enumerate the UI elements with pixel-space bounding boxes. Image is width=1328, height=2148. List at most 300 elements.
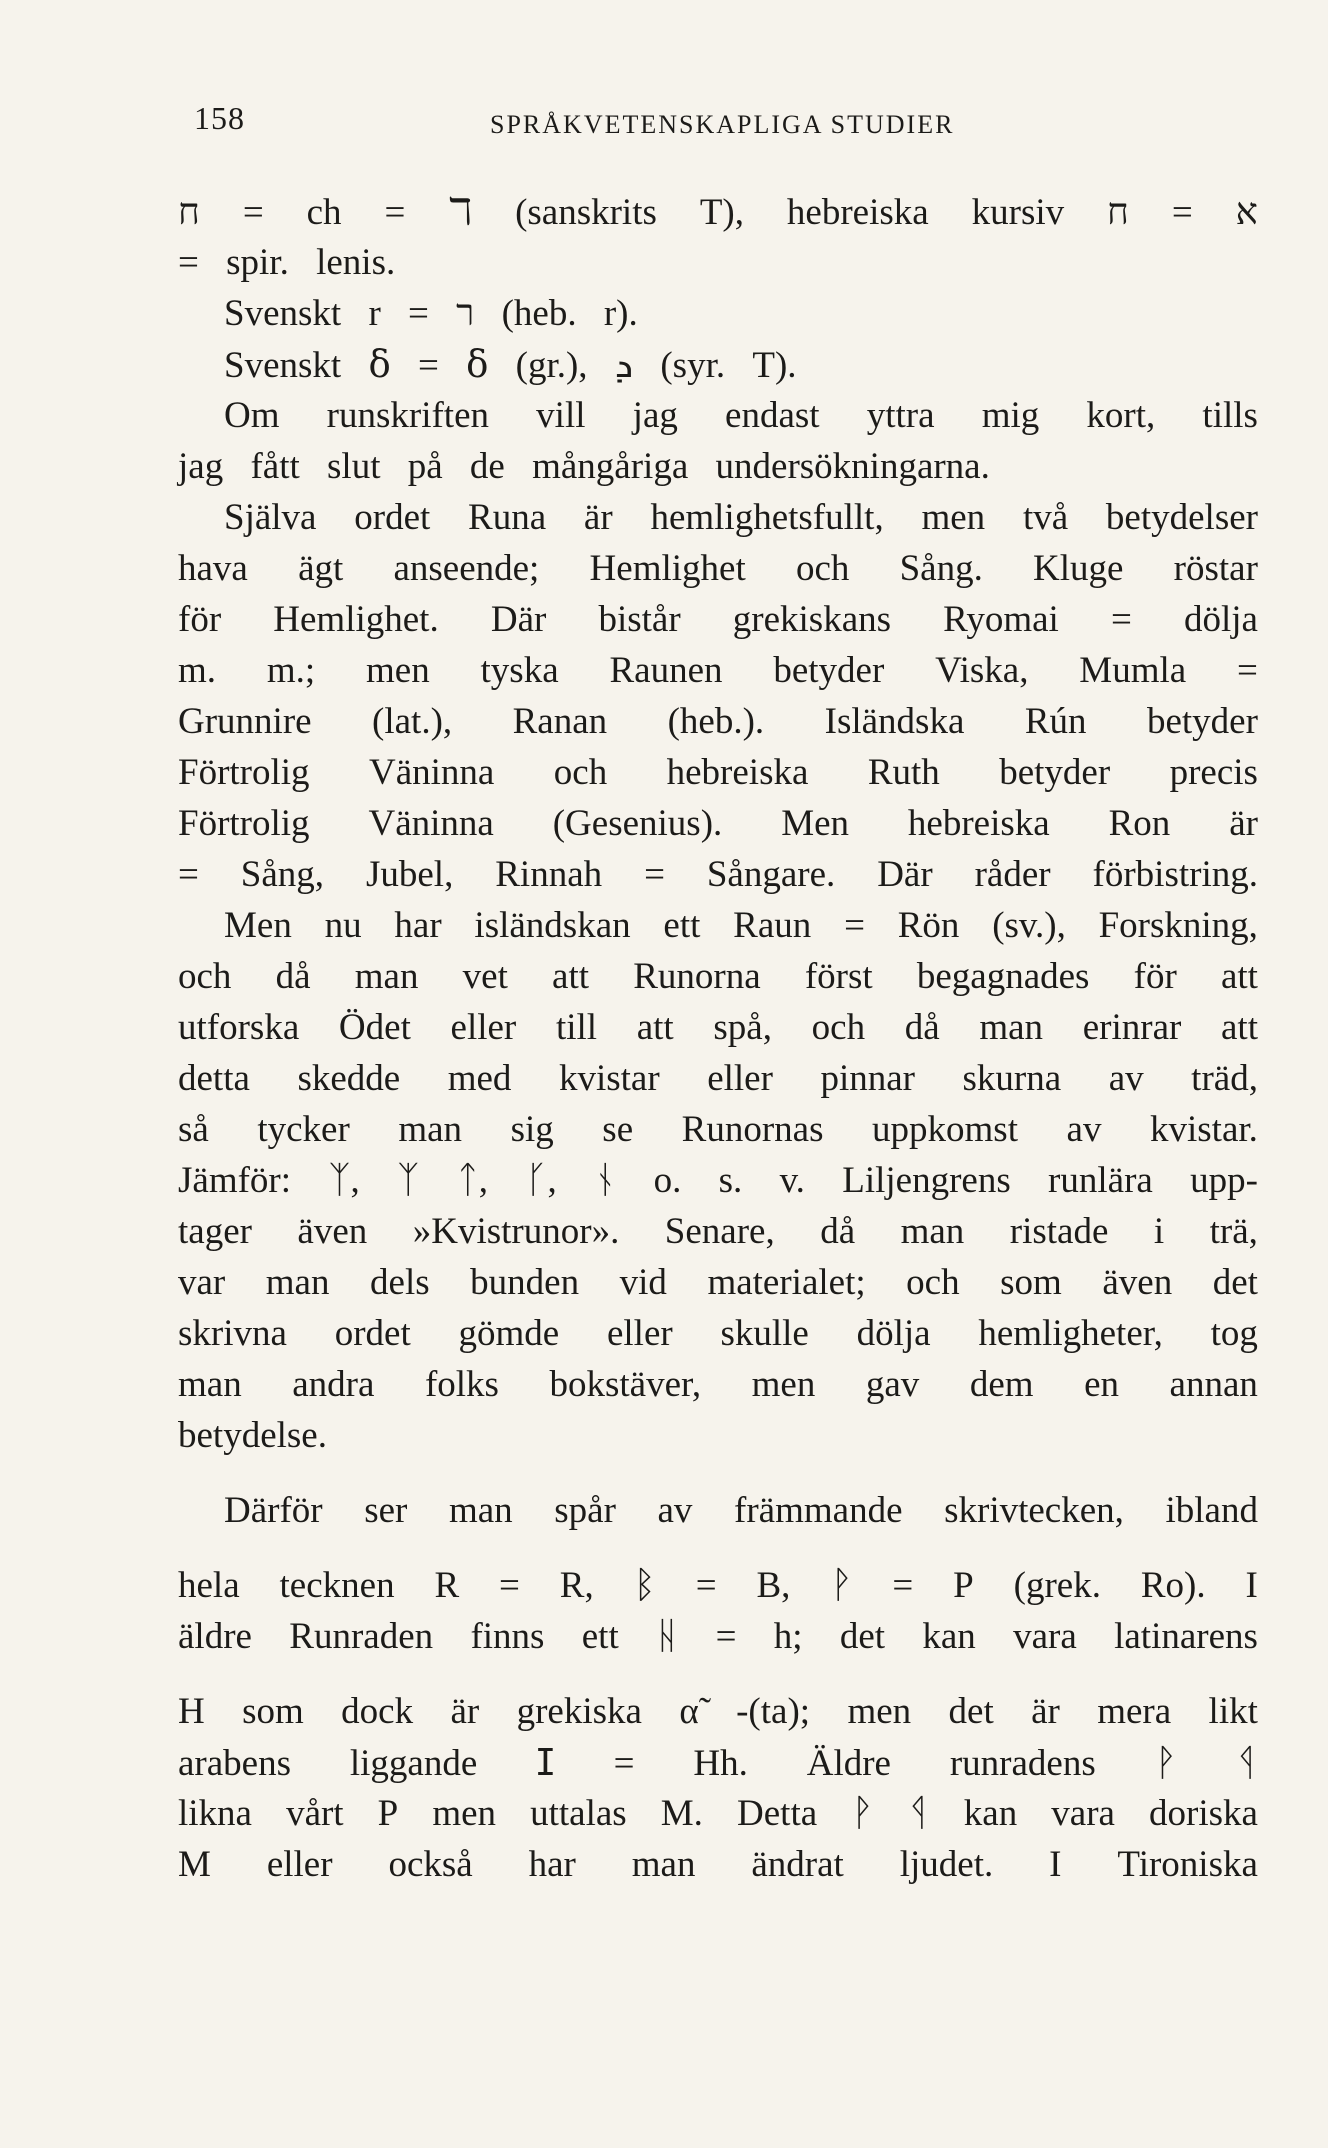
word: var: [178, 1262, 226, 1303]
word: man: [631, 1844, 696, 1885]
word: bunden: [470, 1262, 580, 1303]
word: och: [795, 548, 850, 589]
word: =: [499, 1565, 520, 1606]
word: Runraden: [289, 1616, 434, 1657]
word: eller: [266, 1844, 333, 1885]
word: upp-: [1190, 1160, 1258, 1201]
word: andra: [292, 1364, 375, 1405]
word: Senare,: [664, 1211, 775, 1252]
word: Ranan: [512, 701, 608, 742]
text-line: [178, 802, 1258, 853]
word: (heb.).: [667, 701, 765, 742]
word: ett: [581, 1616, 619, 1657]
text-line: [178, 1741, 1258, 1792]
word: H: [178, 1691, 205, 1732]
word: precis: [1169, 752, 1258, 793]
word: även: [1102, 1262, 1173, 1303]
word: en: [1084, 1364, 1119, 1405]
text-line: [178, 445, 1258, 496]
word: är: [1229, 803, 1258, 844]
word: Sångare.: [706, 854, 836, 895]
word: likt: [1208, 1691, 1258, 1732]
text-line: [178, 1057, 1258, 1108]
word: yttra: [866, 395, 935, 436]
word: eller: [707, 1058, 773, 1099]
text-line: [178, 700, 1258, 751]
word: mera: [1097, 1691, 1172, 1732]
word: R: [434, 1565, 460, 1606]
word: =: [695, 1565, 717, 1606]
word: endast: [725, 395, 820, 436]
word: men: [847, 1691, 912, 1732]
word: Liljengrens: [842, 1160, 1011, 1201]
text-line: [178, 394, 1258, 445]
word: isländskan: [474, 905, 631, 946]
word: T).: [752, 345, 797, 386]
text-line: [178, 751, 1258, 802]
word: Om: [224, 395, 280, 436]
word: »Kvistrunor».: [412, 1211, 620, 1252]
line-gap: [178, 1666, 1258, 1690]
text-line: [178, 649, 1258, 700]
word: ⵊ: [536, 1743, 555, 1784]
word: dock: [341, 1691, 414, 1732]
word: T),: [699, 192, 744, 233]
word: har: [394, 905, 442, 946]
word: r).: [603, 293, 638, 334]
word: ᚹ: [830, 1565, 853, 1606]
word: Förtrolig: [178, 752, 310, 793]
word: Ryomai: [943, 599, 1059, 640]
word: i: [1153, 1211, 1165, 1252]
word: materialet;: [707, 1262, 866, 1303]
word: ordet: [354, 497, 431, 538]
word: betydelse.: [178, 1415, 327, 1456]
word: undersökningarna.: [715, 446, 990, 487]
word: betyder: [999, 752, 1111, 793]
word: ordet: [334, 1313, 411, 1354]
word: Raunen: [609, 650, 723, 691]
word: vårt: [286, 1793, 344, 1834]
word: men: [751, 1364, 816, 1405]
word: man: [178, 1364, 242, 1405]
word: Kluge: [1033, 548, 1124, 589]
word: Svenskt: [224, 345, 351, 386]
word: =: [644, 854, 665, 895]
text-line: [178, 1615, 1258, 1666]
word: hemlighetsfullt,: [650, 497, 884, 538]
word: bokstäver,: [549, 1364, 702, 1405]
word: ܕ: [614, 345, 643, 386]
text-line: [178, 955, 1258, 1006]
text-line: [178, 904, 1258, 955]
word: då: [275, 956, 311, 997]
word: skurna: [962, 1058, 1062, 1099]
word: vid: [619, 1262, 667, 1303]
text-line: [178, 1108, 1258, 1159]
word: anseende;: [393, 548, 540, 589]
word: Väninna: [368, 752, 495, 793]
word: P: [377, 1793, 399, 1834]
word: Viska,: [935, 650, 1029, 691]
word: ℸ: [448, 192, 473, 233]
word: m.: [178, 650, 217, 691]
word: Detta: [737, 1793, 818, 1834]
word: kan: [922, 1616, 976, 1657]
word: ᚹ: [851, 1793, 874, 1834]
word: Svenskt: [224, 293, 351, 334]
word: också: [388, 1844, 473, 1885]
word: runlära: [1048, 1160, 1153, 1201]
word: detta: [178, 1058, 250, 1099]
word: kan: [963, 1793, 1018, 1834]
word: av: [1108, 1058, 1144, 1099]
text-line: [178, 1564, 1258, 1615]
word: uttalas: [530, 1793, 627, 1834]
text-line: [178, 1159, 1258, 1210]
word: R,: [559, 1565, 594, 1606]
text-line: [178, 1210, 1258, 1261]
word: Runornas: [681, 1109, 824, 1150]
word: betyder: [773, 650, 885, 691]
word: B,: [756, 1565, 791, 1606]
word: (sanskrits: [515, 192, 657, 233]
word: Grunnire: [178, 701, 312, 742]
word: se: [602, 1109, 634, 1150]
text-line: [178, 853, 1258, 904]
word: fått: [250, 446, 310, 487]
text-line: [178, 496, 1258, 547]
word: spå,: [713, 1007, 772, 1048]
word: א: [1235, 192, 1258, 233]
word: o.: [653, 1160, 682, 1201]
word: ᛏ,: [456, 1160, 489, 1201]
word: vill: [536, 395, 586, 436]
word: sig: [510, 1109, 554, 1150]
word: m.;: [266, 650, 316, 691]
word: (grek.: [1013, 1565, 1101, 1606]
word: att: [1220, 956, 1258, 997]
word: ser: [364, 1490, 408, 1531]
word: M.: [660, 1793, 703, 1834]
word: kort,: [1086, 395, 1156, 436]
word: Själva: [224, 497, 317, 538]
word: mig: [981, 395, 1040, 436]
word: har: [528, 1844, 576, 1885]
word: Runorna: [633, 956, 761, 997]
word: det: [948, 1691, 994, 1732]
word: Rún: [1024, 701, 1087, 742]
word: gömde: [458, 1313, 560, 1354]
word: men: [921, 497, 986, 538]
word: =: [384, 192, 406, 233]
word: till: [555, 1007, 598, 1048]
word: skrivna: [178, 1313, 287, 1354]
word: ᚾ: [594, 1160, 617, 1201]
word: M: [178, 1844, 211, 1885]
word: tog: [1210, 1313, 1258, 1354]
word: utforska: [178, 1007, 300, 1048]
word: bistår: [598, 599, 681, 640]
text-line: [178, 190, 1258, 241]
word: och: [553, 752, 608, 793]
word: ẟ: [368, 345, 400, 386]
text-line: [178, 241, 1258, 292]
word: Hemlighet: [589, 548, 746, 589]
line-gap: [178, 1540, 1258, 1564]
word: Sång.: [899, 548, 983, 589]
word: av: [1066, 1109, 1102, 1150]
word: och: [178, 956, 232, 997]
word: folks: [424, 1364, 499, 1405]
word: ᚹ: [1154, 1743, 1177, 1784]
text-line: [178, 292, 1258, 343]
word: s.: [718, 1160, 743, 1201]
word: dölja: [856, 1313, 931, 1354]
word: Där: [877, 854, 933, 895]
word: tills: [1202, 395, 1258, 436]
word: dels: [370, 1262, 430, 1303]
word: Isländska: [824, 701, 965, 742]
word: =: [892, 1565, 914, 1606]
word: för: [178, 599, 222, 640]
word: Men: [781, 803, 850, 844]
word: Men: [224, 905, 292, 946]
word: ändrat: [751, 1844, 844, 1885]
word: begagnades: [916, 956, 1090, 997]
word: man: [265, 1262, 330, 1303]
word: som: [1000, 1262, 1062, 1303]
word: I: [1049, 1844, 1062, 1885]
word: råder: [974, 854, 1051, 895]
word: Ron: [1108, 803, 1171, 844]
word: -(ta);: [736, 1691, 811, 1732]
body-text: [178, 190, 1258, 1894]
text-line: [178, 1312, 1258, 1363]
word: uppkomst: [872, 1109, 1018, 1150]
word: (lat.),: [372, 701, 453, 742]
word: Runa: [468, 497, 547, 538]
word: ח: [1107, 192, 1129, 233]
word: det: [839, 1616, 886, 1657]
word: latinarens: [1114, 1616, 1258, 1657]
word: r: [368, 293, 391, 334]
word: först: [804, 956, 873, 997]
word: man: [448, 1490, 513, 1531]
word: slut: [327, 446, 390, 487]
word: =: [408, 293, 439, 334]
text-line: [178, 1363, 1258, 1414]
word: men: [366, 650, 430, 691]
word: =: [844, 905, 865, 946]
word: likna: [178, 1793, 252, 1834]
word: som: [242, 1691, 304, 1732]
word: ר: [456, 293, 484, 334]
word: dölja: [1183, 599, 1258, 640]
word: Rinnah: [495, 854, 603, 895]
text-line: [178, 1414, 1258, 1465]
word: Därför: [224, 1490, 323, 1531]
text-line: [178, 598, 1258, 649]
word: Jämför:: [178, 1160, 292, 1201]
word: skrivtecken,: [944, 1490, 1124, 1531]
word: dem: [969, 1364, 1034, 1405]
word: ᛉ: [397, 1160, 420, 1201]
word: Förtrolig: [178, 803, 310, 844]
word: spir.: [226, 242, 299, 283]
word: träd,: [1191, 1058, 1258, 1099]
word: är: [450, 1691, 480, 1732]
word: runskriften: [326, 395, 490, 436]
word: =: [1237, 650, 1258, 691]
word: att: [1221, 1007, 1258, 1048]
word: ljudet.: [899, 1844, 994, 1885]
word: liggande: [349, 1743, 478, 1784]
word: =: [417, 345, 449, 386]
word: (gr.),: [515, 345, 597, 386]
word: ᛩ: [1235, 1743, 1258, 1784]
word: ᛉ,: [328, 1160, 360, 1201]
word: grekiskans: [732, 599, 892, 640]
word: (Gesenius).: [552, 803, 723, 844]
word: ᚺ: [656, 1616, 679, 1657]
word: hebreiska: [786, 192, 929, 233]
word: vara: [1013, 1616, 1077, 1657]
word: av: [657, 1490, 693, 1531]
text-line: [178, 1006, 1258, 1057]
word: Jubel,: [365, 854, 454, 895]
word: men: [432, 1793, 497, 1834]
word: på: [407, 446, 452, 487]
word: ett: [663, 905, 701, 946]
text-line: [178, 343, 1258, 394]
word: att: [552, 956, 590, 997]
word: man: [398, 1109, 463, 1150]
word: Ro).: [1140, 1565, 1206, 1606]
word: ch: [306, 192, 342, 233]
word: annan: [1169, 1364, 1258, 1405]
word: ח: [178, 192, 200, 233]
word: och: [811, 1007, 866, 1048]
word: mångåriga: [532, 446, 698, 487]
word: vara: [1051, 1793, 1115, 1834]
word: =: [1171, 192, 1193, 233]
word: Mumla: [1079, 650, 1187, 691]
word: Väninna: [368, 803, 494, 844]
word: =: [1110, 599, 1132, 640]
word: ᚴ,: [525, 1160, 557, 1201]
word: nu: [324, 905, 362, 946]
line-gap: [178, 1465, 1258, 1489]
word: kursiv: [971, 192, 1065, 233]
word: finns: [470, 1616, 545, 1657]
word: att: [636, 1007, 674, 1048]
word: man: [354, 956, 419, 997]
word: grekiska: [516, 1691, 642, 1732]
word: =: [178, 854, 199, 895]
word: Raun: [733, 905, 812, 946]
word: främmande: [734, 1490, 903, 1531]
word: Äldre: [806, 1743, 891, 1784]
word: det: [1212, 1262, 1258, 1303]
word: vet: [462, 956, 508, 997]
word: erinrar: [1082, 1007, 1182, 1048]
word: skulle: [720, 1313, 809, 1354]
word: för: [1133, 956, 1177, 997]
word: tyska: [480, 650, 559, 691]
word: pinnar: [820, 1058, 915, 1099]
word: kvistar: [558, 1058, 660, 1099]
text-line: [178, 1489, 1258, 1540]
word: ᛒ: [633, 1565, 656, 1606]
word: är: [1031, 1691, 1060, 1732]
word: två: [1022, 497, 1069, 538]
word: hebreiska: [907, 803, 1050, 844]
word: ibland: [1165, 1490, 1258, 1531]
word: jag: [178, 446, 233, 487]
text-line: [178, 1792, 1258, 1843]
word: hemligheter,: [978, 1313, 1163, 1354]
word: (sv.),: [992, 905, 1066, 946]
word: Sång,: [240, 854, 325, 895]
word: h;: [773, 1616, 803, 1657]
word: trä,: [1209, 1211, 1258, 1252]
word: då: [820, 1211, 856, 1252]
word: med: [447, 1058, 512, 1099]
word: Ödet: [338, 1007, 411, 1048]
word: I: [1245, 1565, 1258, 1606]
word: doriska: [1149, 1793, 1258, 1834]
running-head: SPRÅKVETENSKAPLIGA STUDIER: [490, 110, 955, 139]
word: α̃: [679, 1691, 699, 1732]
word: P: [953, 1565, 974, 1606]
word: gav: [865, 1364, 920, 1405]
word: =: [613, 1743, 635, 1784]
word: så: [178, 1109, 209, 1150]
word: =: [178, 242, 209, 283]
word: Rön: [897, 905, 960, 946]
page-header: [194, 100, 1158, 150]
word: äldre: [178, 1616, 252, 1657]
word: man: [900, 1211, 965, 1252]
word: (heb.: [501, 293, 586, 334]
word: då: [904, 1007, 940, 1048]
word: tecknen: [279, 1565, 395, 1606]
text-line: [178, 1690, 1258, 1741]
word: är: [583, 497, 613, 538]
word: röstar: [1173, 548, 1258, 589]
word: Hemlighet.: [273, 599, 439, 640]
word: lenis.: [316, 242, 396, 283]
word: de: [469, 446, 515, 487]
word: spår: [554, 1490, 616, 1531]
text-line: [178, 547, 1258, 598]
word: hava: [178, 548, 248, 589]
word: förbistring.: [1092, 854, 1258, 895]
word: ẟ: [466, 345, 498, 386]
word: runradens: [949, 1743, 1096, 1784]
word: v.: [779, 1160, 805, 1201]
word: ᛩ: [907, 1793, 930, 1834]
word: eller: [606, 1313, 673, 1354]
word: =: [715, 1616, 737, 1657]
word: =: [242, 192, 264, 233]
word: och: [906, 1262, 960, 1303]
word: även: [297, 1211, 368, 1252]
word: man: [979, 1007, 1044, 1048]
word: kvistar.: [1149, 1109, 1258, 1150]
word: hela: [178, 1565, 240, 1606]
